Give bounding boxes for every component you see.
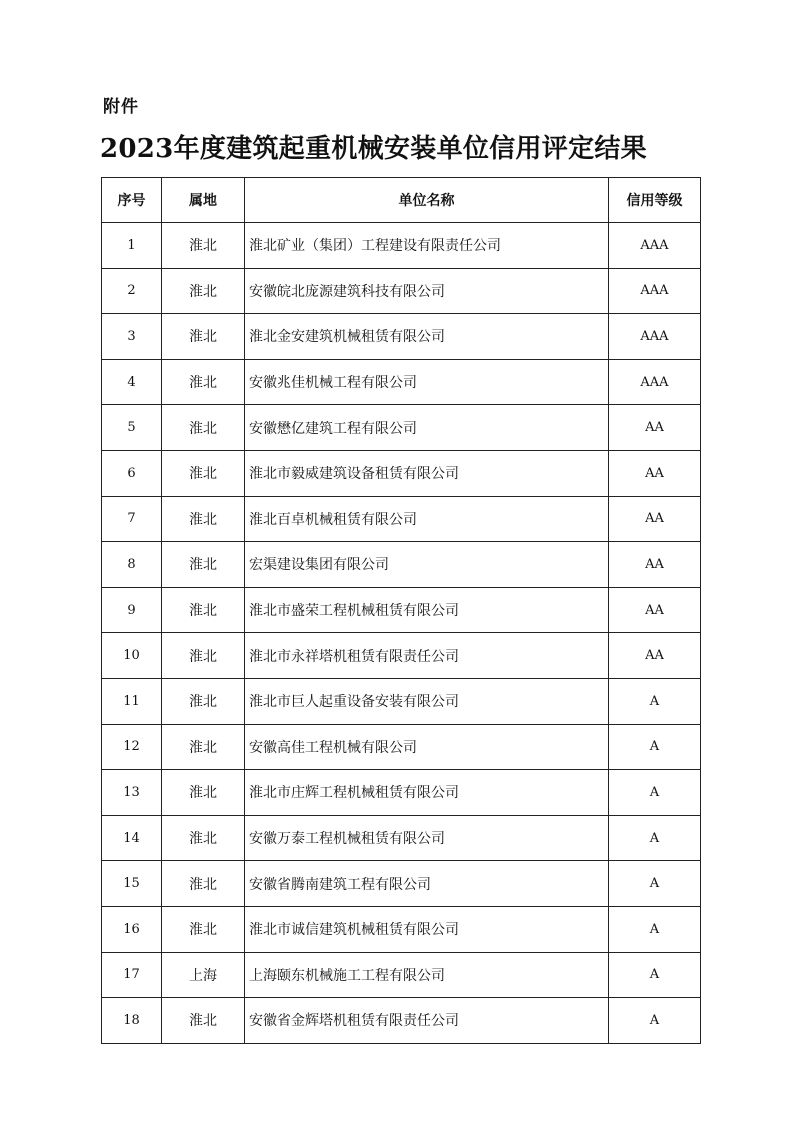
row-company-name: 淮北矿业（集团）工程建设有限责任公司	[245, 223, 609, 269]
row-region: 淮北	[162, 633, 245, 679]
table-row	[102, 268, 701, 314]
row-index: 16	[102, 906, 162, 952]
table-row	[102, 633, 701, 679]
table-row	[102, 724, 701, 770]
row-index: 10	[102, 633, 162, 679]
row-region: 上海	[162, 952, 245, 998]
row-company-name: 淮北百卓机械租赁有限公司	[245, 496, 609, 542]
row-index: 15	[102, 861, 162, 907]
table-row	[102, 542, 701, 588]
row-region: 淮北	[162, 268, 245, 314]
row-credit-grade: AA	[609, 496, 701, 542]
row-company-name: 淮北市庄辉工程机械租赁有限公司	[245, 770, 609, 816]
row-company-name: 淮北市毅威建筑设备租赁有限公司	[245, 450, 609, 496]
table-row	[102, 314, 701, 360]
row-company-name: 上海颐东机械施工工程有限公司	[245, 952, 609, 998]
row-region: 淮北	[162, 770, 245, 816]
credit-rating-table	[101, 177, 701, 1044]
row-credit-grade: AA	[609, 542, 701, 588]
row-index: 2	[102, 268, 162, 314]
table-body	[102, 223, 701, 1044]
row-index: 13	[102, 770, 162, 816]
attachment-label: 附件	[103, 97, 139, 117]
document-title: 2023年度建筑起重机械安装单位信用评定结果	[100, 134, 647, 164]
header-region: 属地	[162, 178, 245, 223]
row-region: 淮北	[162, 861, 245, 907]
row-region: 淮北	[162, 314, 245, 360]
row-credit-grade: A	[609, 861, 701, 907]
row-credit-grade: AA	[609, 450, 701, 496]
row-credit-grade: A	[609, 998, 701, 1044]
row-region: 淮北	[162, 815, 245, 861]
row-credit-grade: A	[609, 724, 701, 770]
row-index: 8	[102, 542, 162, 588]
row-credit-grade: AAA	[609, 268, 701, 314]
row-index: 14	[102, 815, 162, 861]
row-credit-grade: A	[609, 815, 701, 861]
table-row	[102, 359, 701, 405]
row-index: 4	[102, 359, 162, 405]
row-region: 淮北	[162, 724, 245, 770]
row-region: 淮北	[162, 542, 245, 588]
row-company-name: 淮北金安建筑机械租赁有限公司	[245, 314, 609, 360]
row-credit-grade: AAA	[609, 223, 701, 269]
row-company-name: 安徽兆佳机械工程有限公司	[245, 359, 609, 405]
row-company-name: 安徽高佳工程机械有限公司	[245, 724, 609, 770]
row-company-name: 淮北市诚信建筑机械租赁有限公司	[245, 906, 609, 952]
table-row	[102, 587, 701, 633]
row-index: 5	[102, 405, 162, 451]
row-company-name: 淮北市巨人起重设备安装有限公司	[245, 678, 609, 724]
row-region: 淮北	[162, 405, 245, 451]
table-row	[102, 861, 701, 907]
table-row	[102, 496, 701, 542]
row-index: 18	[102, 998, 162, 1044]
row-credit-grade: A	[609, 770, 701, 816]
row-region: 淮北	[162, 496, 245, 542]
row-index: 1	[102, 223, 162, 269]
row-company-name: 宏渠建设集团有限公司	[245, 542, 609, 588]
table-row	[102, 450, 701, 496]
row-credit-grade: AAA	[609, 314, 701, 360]
row-credit-grade: A	[609, 906, 701, 952]
row-region: 淮北	[162, 587, 245, 633]
table-row	[102, 770, 701, 816]
row-region: 淮北	[162, 359, 245, 405]
row-credit-grade: A	[609, 678, 701, 724]
row-company-name: 淮北市盛荣工程机械租赁有限公司	[245, 587, 609, 633]
table-header-row	[102, 178, 701, 223]
table-row	[102, 998, 701, 1044]
row-credit-grade: A	[609, 952, 701, 998]
row-index: 11	[102, 678, 162, 724]
row-company-name: 安徽省腾南建筑工程有限公司	[245, 861, 609, 907]
row-index: 17	[102, 952, 162, 998]
table-row	[102, 906, 701, 952]
table-row	[102, 405, 701, 451]
row-credit-grade: AA	[609, 633, 701, 679]
table-row	[102, 815, 701, 861]
row-index: 9	[102, 587, 162, 633]
row-credit-grade: AAA	[609, 359, 701, 405]
table-row	[102, 952, 701, 998]
row-region: 淮北	[162, 678, 245, 724]
header-index: 序号	[102, 178, 162, 223]
row-company-name: 安徽皖北庞源建筑科技有限公司	[245, 268, 609, 314]
header-company: 单位名称	[245, 178, 609, 223]
row-credit-grade: AA	[609, 587, 701, 633]
row-index: 6	[102, 450, 162, 496]
row-company-name: 安徽懋亿建筑工程有限公司	[245, 405, 609, 451]
row-region: 淮北	[162, 450, 245, 496]
row-region: 淮北	[162, 998, 245, 1044]
table-row	[102, 678, 701, 724]
row-company-name: 安徽省金辉塔机租赁有限责任公司	[245, 998, 609, 1044]
row-company-name: 安徽万泰工程机械租赁有限公司	[245, 815, 609, 861]
row-region: 淮北	[162, 906, 245, 952]
row-index: 12	[102, 724, 162, 770]
header-grade: 信用等级	[609, 178, 701, 223]
row-region: 淮北	[162, 223, 245, 269]
row-index: 7	[102, 496, 162, 542]
row-company-name: 淮北市永祥塔机租赁有限责任公司	[245, 633, 609, 679]
table-row	[102, 223, 701, 269]
row-credit-grade: AA	[609, 405, 701, 451]
row-index: 3	[102, 314, 162, 360]
